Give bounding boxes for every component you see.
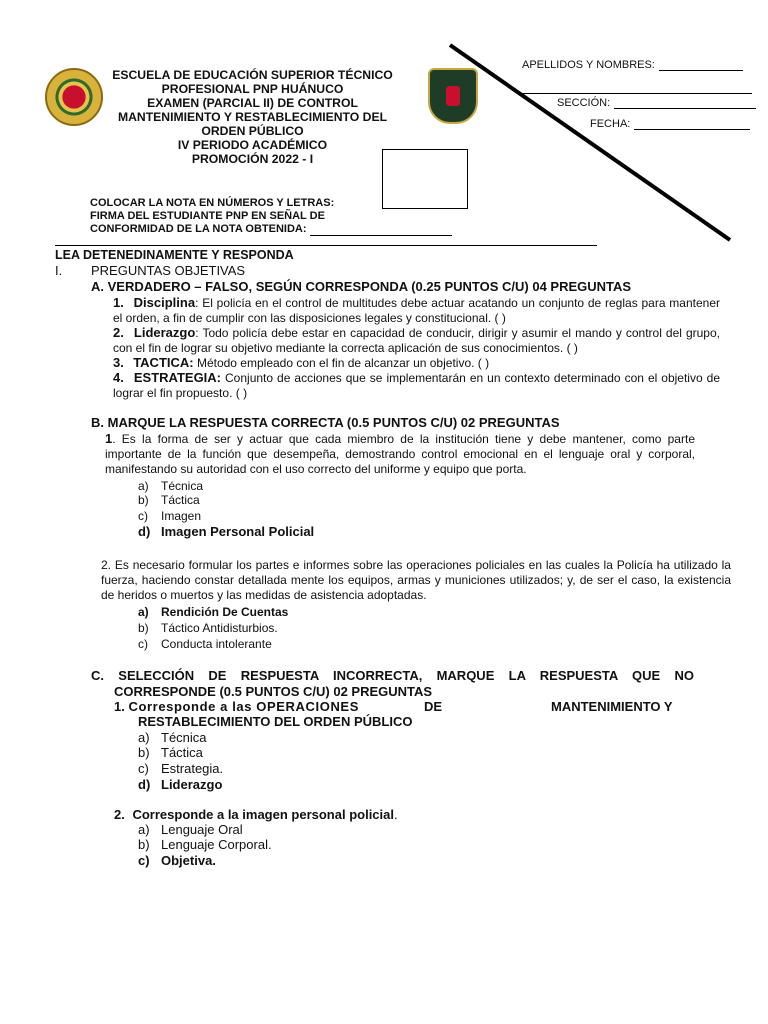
option-letter: d) <box>138 524 151 539</box>
section-field[interactable] <box>557 97 756 109</box>
option-c1-c[interactable] <box>138 761 223 777</box>
q-term: ESTRATEGIA: <box>133 370 222 385</box>
school-line: PROMOCIÓN 2022 - I <box>191 152 314 166</box>
option-b1-d[interactable] <box>138 524 314 540</box>
q-text-de: DE <box>424 699 443 714</box>
question-b1 <box>105 431 695 477</box>
q-text: Corresponde a la imagen personal policial <box>132 807 394 822</box>
option-c1-b[interactable] <box>138 745 203 761</box>
q-text: Conjunto de acciones que se implementarán en un contexto determinado con el objetivo de lograr el fin propuesto. ( ) <box>113 371 720 400</box>
q-text: El policía en el control de multitudes debe actuar acatando un conjunto de reglas para mantener el orden, a fin de cumplir con las disposiciones legales y constitucional. ( ) <box>113 296 720 325</box>
option-text: Lenguaje Corporal. <box>161 837 272 852</box>
grade-label: COLOCAR LA NOTA EN NÚMEROS Y LETRAS: <box>90 197 335 209</box>
section-a-header: A. VERDADERO – FALSO, SEGÚN CORRESPONDA (0.25 PUNTOS C/U) 04 PREGUNTAS <box>91 279 632 294</box>
option-b2-c[interactable] <box>138 637 272 653</box>
school-line: PROFESIONAL PNP HUÁNUCO <box>161 82 344 96</box>
question-c1-line2: RESTABLECIMIENTO DEL ORDEN PÚBLICO <box>138 714 413 729</box>
option-letter: b) <box>138 493 149 507</box>
option-c2-a[interactable] <box>138 822 243 838</box>
question-c1 <box>114 699 694 714</box>
part1-number: I. <box>55 263 63 278</box>
option-letter: a) <box>138 479 149 493</box>
school-line: ORDEN PÚBLICO <box>201 124 304 138</box>
name-line-2[interactable] <box>522 83 752 94</box>
option-text: Rendición De Cuentas <box>161 605 289 619</box>
header-divider <box>55 245 597 246</box>
q-text: . Es la forma de ser y actuar que cada miembro de la institución tiene y debe mantener, como parte importante de la función que desempeña, demostrando control emocional en el lenguaje oral y corporal, manifestando su autoridad con el uso correcto del uniforme y equipo que porta. <box>105 432 695 476</box>
question-a1 <box>113 295 720 326</box>
option-text: Estrategia. <box>161 761 224 776</box>
date-line[interactable] <box>634 119 750 130</box>
question-a3 <box>113 355 720 371</box>
date-label: FECHA: <box>590 118 631 130</box>
option-text: Lenguaje Oral <box>161 822 243 837</box>
option-letter: c) <box>138 853 150 868</box>
q-text: Corresponde a las OPERACIONES <box>128 699 359 714</box>
option-text: Objetiva. <box>161 853 216 868</box>
option-text: Liderazgo <box>161 777 223 792</box>
option-b1-b[interactable] <box>138 493 200 509</box>
name-label: APELLIDOS Y NOMBRES: <box>522 59 655 71</box>
option-letter: a) <box>138 730 150 745</box>
q-number: 2. <box>114 807 125 822</box>
option-letter: c) <box>138 761 149 776</box>
school-line: MANTENIMIENTO Y RESTABLECIMIENTO DEL <box>117 110 388 124</box>
option-text: Táctica <box>161 493 200 507</box>
section-label: SECCIÓN: <box>557 97 611 109</box>
q-term: Disciplina <box>133 295 196 310</box>
name-field[interactable] <box>522 59 743 71</box>
school-line: IV PERIODO ACADÉMICO <box>177 138 328 152</box>
q-number: 1. <box>114 699 125 714</box>
school-line: ESCUELA DE EDUCACIÓN SUPERIOR TÉCNICO <box>112 68 393 82</box>
option-c2-b[interactable] <box>138 837 272 853</box>
instruction: LEA DETENEDINAMENTE Y RESPONDA <box>55 248 294 262</box>
option-letter: a) <box>138 822 150 837</box>
section-c-header-2: CORRESPONDE (0.5 PUNTOS C/U) 02 PREGUNTAS <box>114 684 433 699</box>
q-dot: . <box>394 807 398 822</box>
q-number: 2. <box>113 325 124 340</box>
q-term: Liderazgo <box>133 325 196 340</box>
option-text: Táctico Antidisturbios. <box>161 621 278 635</box>
option-text: Técnica <box>161 730 207 745</box>
section-b-header: B. MARQUE LA RESPUESTA CORRECTA (0.5 PUNTOS C/U) 02 PREGUNTAS <box>91 415 560 430</box>
q-text: Todo policía debe estar en capacidad de conducir, dirigir y asumir el mando y control del grupo, con el fin de lograr su objetivo mediante la correcta aplicación de sus conocimientos. ( ) <box>113 326 720 355</box>
option-text: Táctica <box>161 745 203 760</box>
option-letter: b) <box>138 621 149 635</box>
option-c1-a[interactable] <box>138 730 207 746</box>
part1-label: PREGUNTAS OBJETIVAS <box>91 263 246 278</box>
q-number: 1 <box>105 431 113 446</box>
name-line[interactable] <box>659 60 743 71</box>
q-term: TACTICA: <box>133 355 194 370</box>
signature-label: FIRMA DEL ESTUDIANTE PNP EN SEÑAL DE <box>90 210 325 222</box>
option-text: Imagen Personal Policial <box>161 524 315 539</box>
option-b1-c[interactable] <box>138 509 201 525</box>
question-c2 <box>114 807 398 822</box>
question-b2 <box>101 558 731 603</box>
option-text: Técnica <box>161 479 204 493</box>
q-number: 4. <box>113 370 124 385</box>
question-a2 <box>113 325 720 356</box>
option-letter: c) <box>138 637 148 651</box>
option-letter: a) <box>138 605 149 619</box>
q-text: Es necesario formular los partes e informes sobre las operaciones policiales en las cuales la Policía ha utilizado la fuerza, haciendo constar detallada mente los equipos, armas y municiones utilizados; y, de ser el caso, la existencia de heridos o muertos y las medidas de asistencia adoptadas. <box>101 558 731 602</box>
option-c1-d[interactable] <box>138 777 222 793</box>
date-field[interactable] <box>590 118 750 130</box>
part1-title <box>55 263 245 278</box>
option-letter: d) <box>138 777 151 792</box>
option-text: Conducta intolerante <box>161 637 272 651</box>
q-sep: : <box>195 296 199 310</box>
q-sep: : <box>195 326 199 340</box>
name-field-line2[interactable] <box>522 82 752 94</box>
q-number: 3. <box>113 355 124 370</box>
option-c2-c[interactable] <box>138 853 216 869</box>
option-letter: b) <box>138 837 150 852</box>
option-letter: b) <box>138 745 150 760</box>
school-line: EXAMEN (PARCIAL II) DE CONTROL <box>147 96 358 110</box>
section-c-header: C. SELECCIÓN DE RESPUESTA INCORRECTA, MARQUE LA RESPUESTA QUE NO <box>91 668 694 683</box>
option-letter: c) <box>138 509 148 523</box>
conformity-label: CONFORMIDAD DE LA NOTA OBTENIDA: <box>90 223 307 235</box>
option-b2-b[interactable] <box>138 621 278 637</box>
q-number: 1. <box>113 295 124 310</box>
option-b2-a[interactable] <box>138 605 288 621</box>
option-text: Imagen <box>161 509 202 523</box>
question-a4 <box>113 370 720 401</box>
section-line[interactable] <box>614 98 756 109</box>
q-number: 2. <box>101 558 112 572</box>
q-text-mant: MANTENIMIENTO Y <box>551 699 673 714</box>
q-text: Método empleado con el fin de alcanzar un objetivo. ( ) <box>193 356 490 370</box>
